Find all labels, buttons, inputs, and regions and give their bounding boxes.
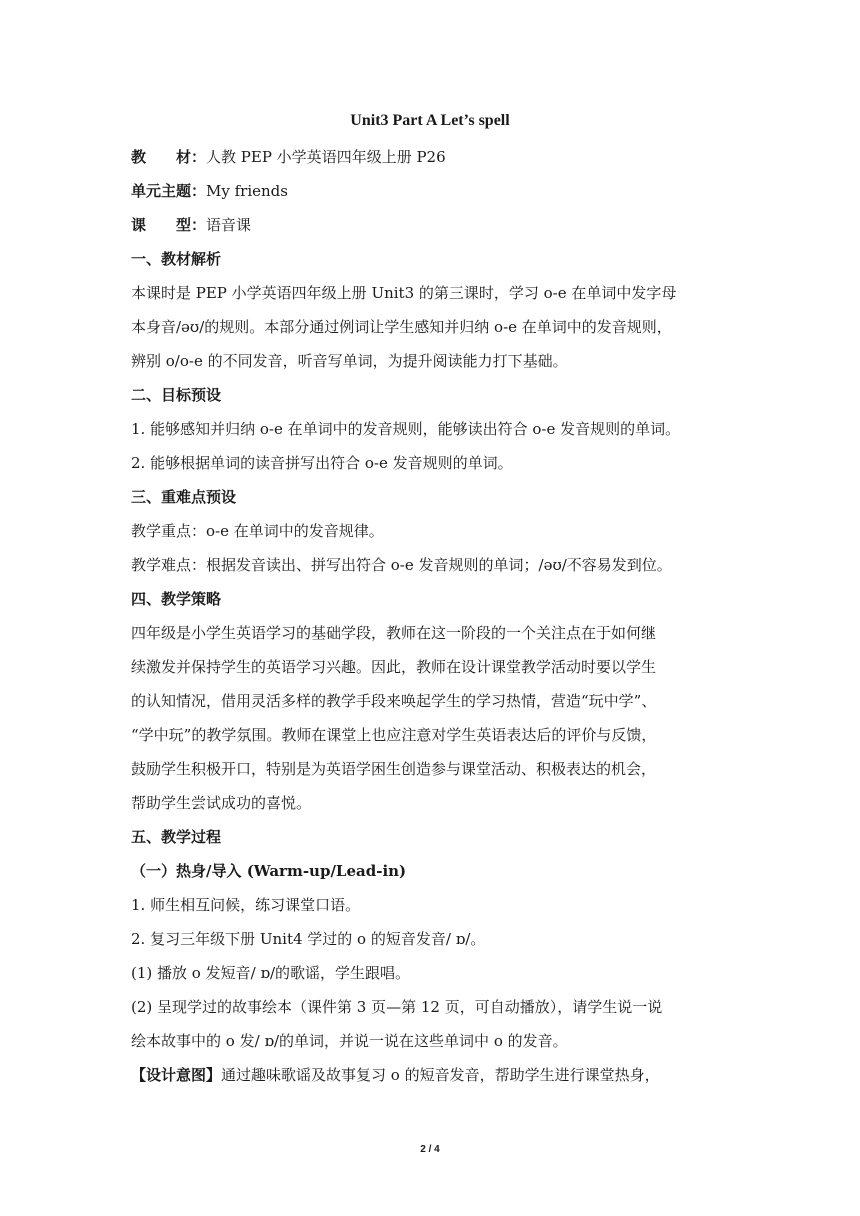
unit-theme-value: My friends — [206, 182, 288, 200]
page-number: 2 / 4 — [420, 1144, 440, 1155]
unit-theme-row — [131, 180, 731, 201]
paragraph-line: (1) 播放 o 发短音/ ɒ/的歌谣，学生跟唱。 — [131, 964, 411, 982]
paragraph-line: 本身音/əʊ/的规则。本部分通过例词让学生感知并归纳 o-e 在单词中的发音规则， — [131, 318, 672, 336]
paragraph-line: 1. 能够感知并归纳 o-e 在单词中的发音规则，能够读出符合 o-e 发音规则的单词。 — [131, 420, 681, 438]
section-heading: 二、目标预设 — [131, 386, 222, 404]
design-intent-label: 【设计意图】 — [131, 1066, 222, 1084]
material-row — [131, 146, 731, 167]
lesson-type-label: 课 型： — [131, 216, 207, 234]
paragraph-line: (2) 呈现学过的故事绘本（课件第 3 页—第 12 页，可自动播放），请学生说一说 — [131, 998, 663, 1016]
paragraph-line: 鼓励学生积极开口，特别是为英语学困生创造参与课堂活动、积极表达的机会， — [131, 760, 657, 778]
section-heading: 一、教材解析 — [131, 250, 222, 268]
subsection-heading: （一）热身/导入 (Warm-up/Lead-in) — [131, 862, 407, 880]
paragraph-line: 绘本故事中的 o 发/ ɒ/的单词，并说一说在这些单词中 o 的发音。 — [131, 1032, 568, 1050]
paragraph-line: 2. 能够根据单词的读音拼写出符合 o-e 发音规则的单词。 — [131, 454, 513, 472]
lesson-type-value: 语音课 — [206, 216, 252, 234]
lesson-type-row — [131, 214, 731, 235]
paragraph-line: 续激发并保持学生的英语学习兴趣。因此，教师在设计课堂教学活动时要以学生 — [131, 658, 657, 676]
section-heading: 三、重难点预设 — [131, 488, 237, 506]
paragraph-line: “学中玩”的教学氛围。教师在课堂上也应注意对学生英语表达后的评价与反馈， — [131, 726, 657, 744]
paragraph-line: 帮助学生尝试成功的喜悦。 — [131, 794, 312, 812]
material-value: 人教 PEP 小学英语四年级上册 P26 — [206, 148, 446, 166]
design-intent-row — [131, 1064, 731, 1085]
paragraph-line: 四年级是小学生英语学习的基础学段，教师在这一阶段的一个关注点在于如何继 — [131, 624, 657, 642]
paragraph-line: 1. 师生相互问候，练习课堂口语。 — [131, 896, 361, 914]
paragraph-line: 2. 复习三年级下册 Unit4 学过的 o 的短音发音/ ɒ/。 — [131, 930, 486, 948]
paragraph-line: 的认知情况，借用灵活多样的教学手段来唤起学生的学习热情，营造“玩中学”、 — [131, 692, 657, 710]
section-heading: 五、教学过程 — [131, 828, 222, 846]
paragraph-line: 辨别 o/o-e 的不同发音，听音写单词，为提升阅读能力打下基础。 — [131, 352, 568, 370]
paragraph-line: 教学难点：根据发音读出、拼写出符合 o-e 发音规则的单词；/əʊ/不容易发到位。 — [131, 556, 672, 574]
design-intent-text: 通过趣味歌谣及故事复习 o 的短音发音，帮助学生进行课堂热身， — [221, 1066, 660, 1084]
material-label: 教 材： — [131, 148, 207, 166]
section-heading: 四、教学策略 — [131, 590, 222, 608]
page-title: Unit3 Part A Let’s spell — [350, 112, 510, 129]
unit-theme-label: 单元主题： — [131, 182, 207, 200]
paragraph-line: 教学重点：o-e 在单词中的发音规律。 — [131, 522, 384, 540]
paragraph-line: 本课时是 PEP 小学英语四年级上册 Unit3 的第三课时，学习 o-e 在单词中发字母 — [131, 284, 677, 302]
